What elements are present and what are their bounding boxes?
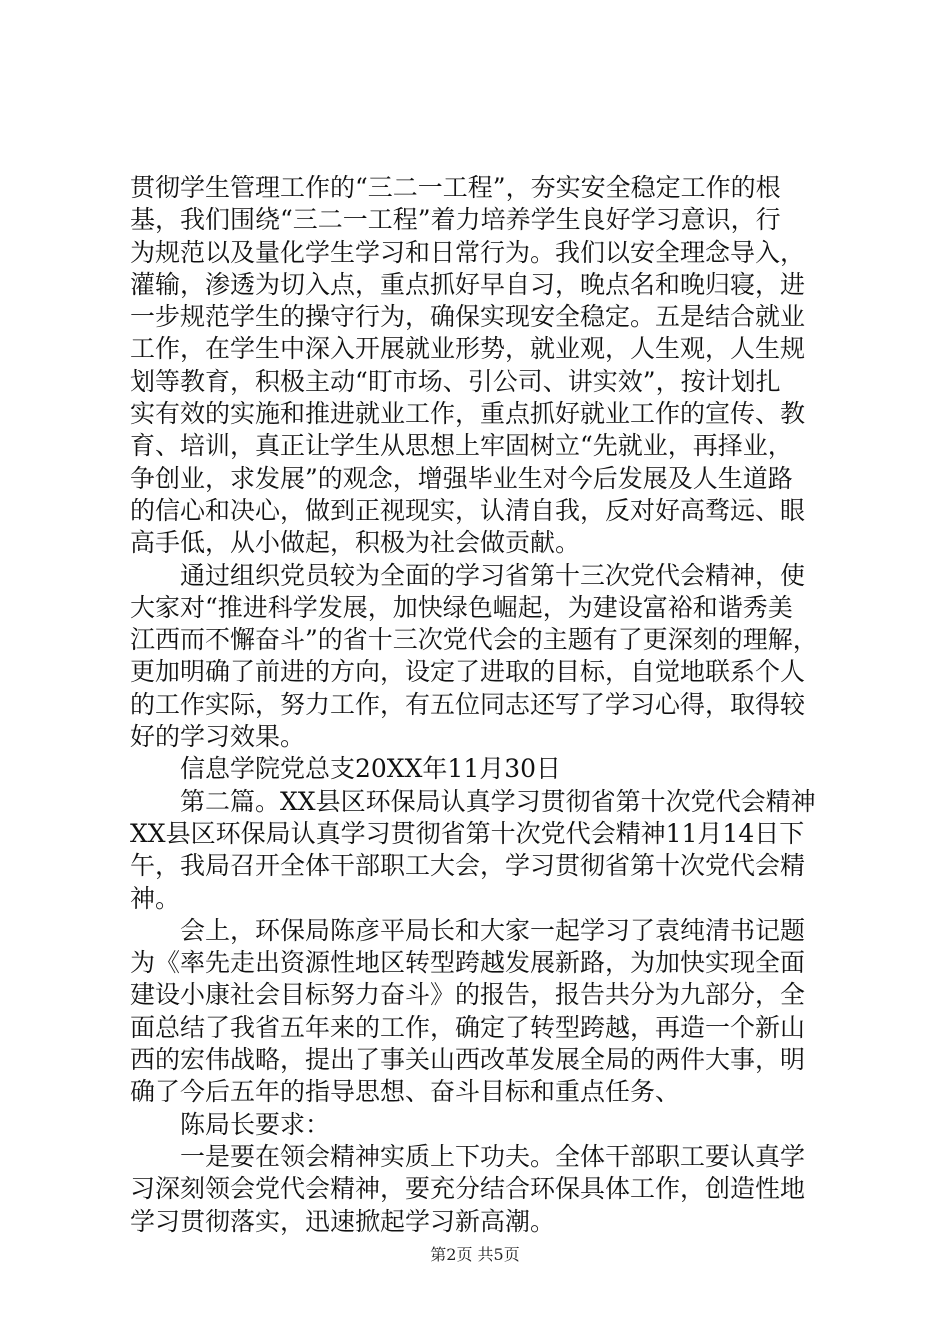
text-line: 贯彻学生管理工作的“三二一工程”，夯实安全稳定工作的根 — [130, 173, 781, 202]
text-line: 习深刻领会党代会精神，要充分结合环保具体工作，创造性地 — [130, 1174, 806, 1204]
text-line: 午，我局召开全体干部职工大会，学习贯彻省第十次党代会精 — [130, 851, 806, 881]
text-line: 建设小康社会目标努力奋斗》的报告，报告共分为九部分，全 — [130, 980, 806, 1010]
text-line: 灌输，渗透为切入点，重点抓好早自习，晚点名和晚归寝，进 — [130, 269, 806, 299]
text-line: 会上，环保局陈彦平局长和大家一起学习了袁纯清书记题 — [130, 915, 806, 945]
text-line: 信息学院党总支20XX年11月30日 — [130, 754, 562, 784]
text-line: 西的宏伟战略，提出了事关山西改革发展全局的两件大事，明 — [130, 1045, 806, 1075]
text-line: 育、培训，真正让学生从思想上牢固树立“先就业，再择业， — [130, 431, 793, 461]
page-footer: 第2页 共5页 — [430, 1245, 520, 1264]
text-line: 第二篇。XX县区环保局认真学习贯彻省第十次党代会精神 — [130, 786, 816, 816]
text-line: 神。 — [130, 883, 181, 913]
text-line: 的工作实际，努力工作，有五位同志还写了学习心得，取得较 — [130, 689, 806, 719]
text-line: 确了今后五年的指导思想、奋斗目标和重点任务、 — [130, 1077, 681, 1107]
text-line: 实有效的实施和推进就业工作，重点抓好就业工作的宣传、教 — [130, 399, 806, 429]
text-line: 更加明确了前进的方向，设定了进取的目标，自觉地联系个人 — [130, 657, 806, 687]
text-line: 高手低，从小做起，积极为社会做贡献。 — [130, 528, 581, 558]
text-line: 大家对“推进科学发展，加快绿色崛起，为建设富裕和谐秀美 — [130, 592, 793, 622]
text-line: 面总结了我省五年来的工作，确定了转型跨越，再造一个新山 — [130, 1012, 806, 1042]
text-line: 学习贯彻落实，迅速掀起学习新高潮。 — [130, 1206, 556, 1236]
text-line: 划等教育，积极主动“盯市场、引公司、讲实效”，按计划扎 — [130, 366, 781, 396]
text-line: 一步规范学生的操守行为，确保实现安全稳定。五是结合就业 — [130, 302, 806, 332]
text-line: 为《率先走出资源性地区转型跨越发展新路，为加快实现全面 — [130, 948, 806, 978]
text-line: 的信心和决心，做到正视现实，认清自我，反对好高骛远、眼 — [130, 495, 806, 525]
text-line: 一是要在领会精神实质上下功夫。全体干部职工要认真学 — [130, 1141, 806, 1171]
text-line: 好的学习效果。 — [130, 722, 306, 752]
text-line: 基，我们围绕“三二一工程”着力培养学生良好学习意识，行 — [130, 205, 781, 235]
text-line: XX县区环保局认真学习贯彻省第十次党代会精神11月14日下 — [130, 818, 805, 848]
text-line: 工作，在学生中深入开展就业形势，就业观，人生观，人生规 — [130, 334, 806, 364]
text-line: 为规范以及量化学生学习和日常行为。我们以安全理念导入， — [130, 237, 806, 267]
document-body — [130, 172, 830, 1238]
text-line: 江西而不懈奋斗”的省十三次党代会的主题有了更深刻的理解， — [130, 625, 818, 655]
text-line: 陈局长要求： — [130, 1109, 331, 1139]
text-line: 争创业，求发展”的观念，增强毕业生对今后发展及人生道路 — [130, 463, 793, 493]
text-line: 通过组织党员较为全面的学习省第十三次党代会精神，使 — [130, 560, 806, 590]
